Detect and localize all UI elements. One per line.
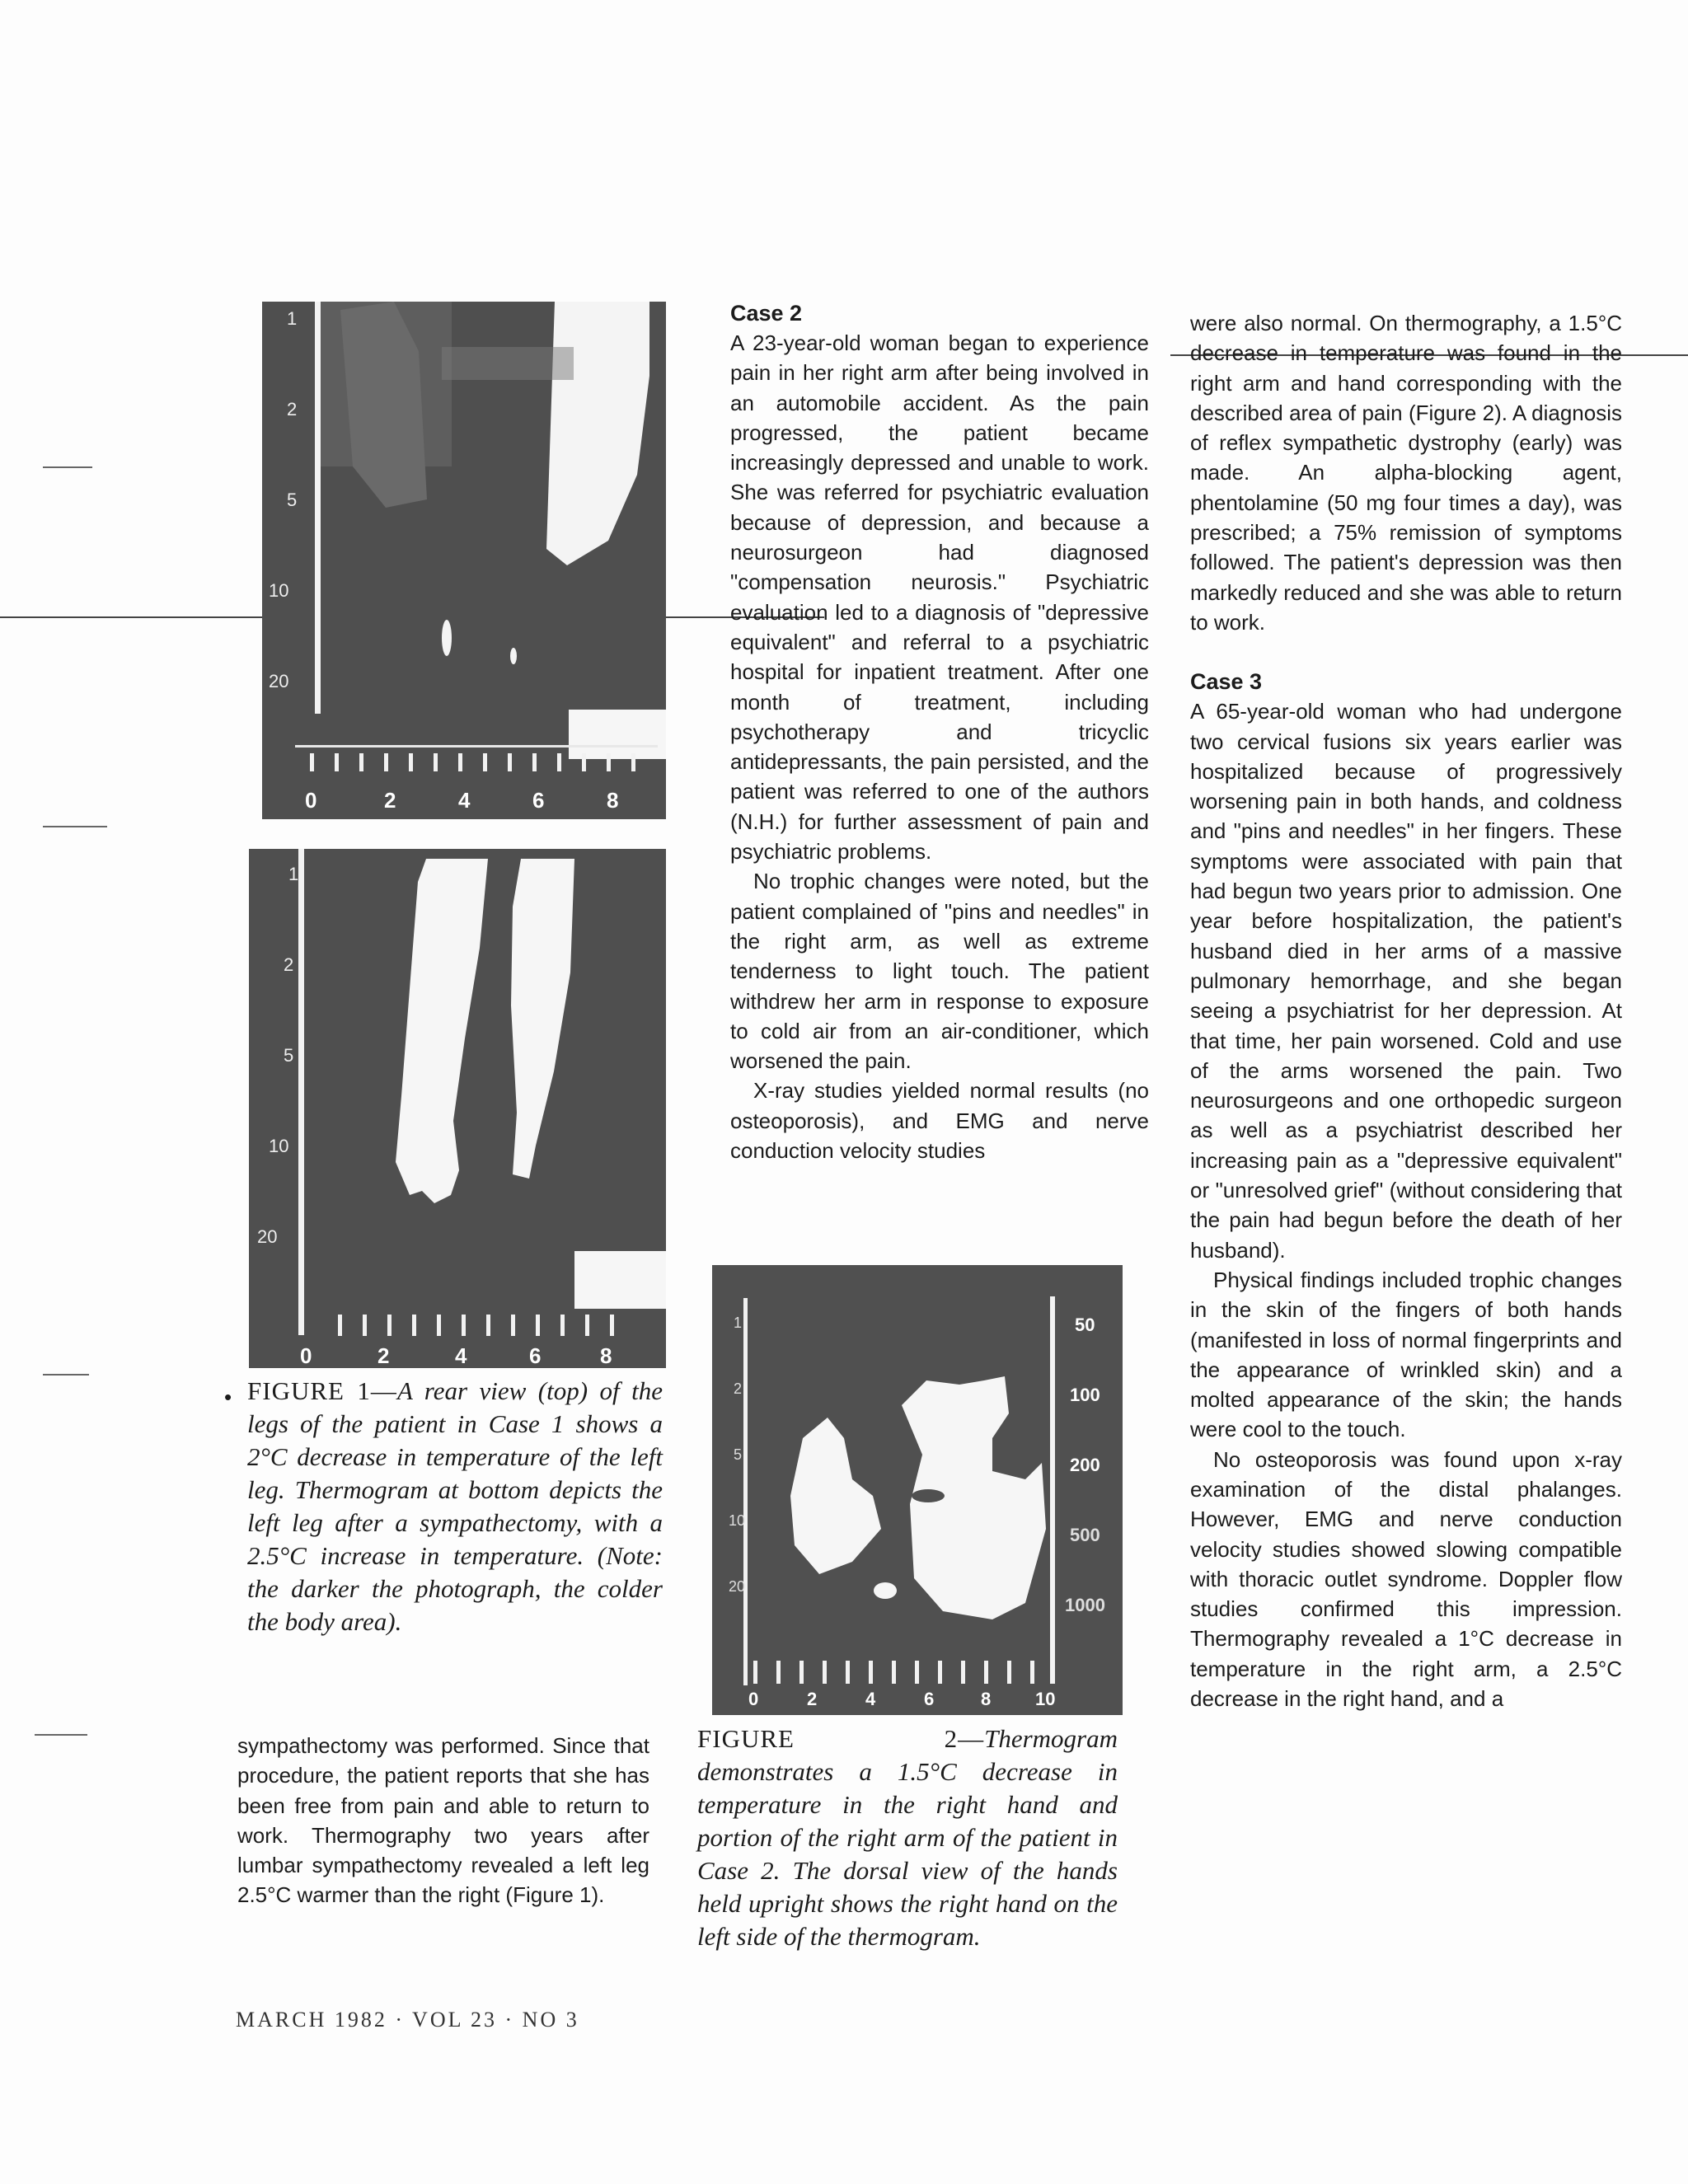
scale-label: 5: [284, 1045, 294, 1066]
scale-label: 2: [807, 1689, 818, 1709]
scale-label: 50: [1075, 1315, 1095, 1335]
scale-label: 2: [377, 1343, 390, 1368]
figure2-thermogram: [712, 1265, 1123, 1715]
scale-label: 8: [600, 1343, 612, 1368]
scale-label: 2: [287, 399, 298, 419]
scale-label: 8: [981, 1689, 992, 1709]
scale-label: 4: [455, 1343, 467, 1368]
scale-label: 2: [734, 1380, 743, 1397]
scale-label: 5: [734, 1446, 743, 1463]
scale-label: 4: [458, 788, 471, 813]
scale-label: 1: [287, 308, 298, 329]
scale-label: 20: [269, 671, 289, 691]
figure2-caption: [697, 1722, 1118, 1953]
scale-label: 20: [729, 1578, 746, 1595]
figure1-bottom-thermogram: [249, 849, 666, 1368]
scale-label: 0: [300, 1343, 312, 1368]
scale-label: 0: [305, 788, 317, 813]
scale-label: 1000: [1065, 1595, 1105, 1615]
scale-label: 100: [1070, 1385, 1100, 1405]
case3-heading: Case 3: [1190, 669, 1263, 695]
figure1-caption: [247, 1375, 663, 1638]
scale-label: 1: [734, 1315, 743, 1331]
margin-mark: [43, 826, 107, 827]
scale-label: 10: [269, 1136, 289, 1156]
paragraph: No trophic changes were noted, but the patient complained of "pins and needles" in the right arm, as well as extreme tenderness to light touch. The patient withdrew her arm in response to exposure to cold air from an air-conditioner, which worsened the pain.: [730, 869, 1149, 1074]
scale-label: 5: [287, 490, 298, 510]
page-footer: MARCH 1982 · VOL 23 · NO 3: [236, 2008, 579, 2032]
figure1-caption-text: A rear view (top) of the legs of the patient in Case 1 shows a 2°C decrease in temperature of the left leg. Thermogram at bottom depicts the left leg after a sympathectomy, with a 2.5°C increase in temperature. (Note: the darker the photograph, the colder the body area).: [247, 1376, 663, 1636]
paragraph: sympathectomy was performed. Since that procedure, the patient reports that she has been free from pain and able to return to work. Thermography two years after lumbar sympathectomy revealed a left leg 2.5°C warmer than the right (Figure 1).: [237, 1733, 649, 1908]
scale-label: 2: [384, 788, 396, 813]
paragraph: Physical findings included trophic changes in the skin of the fingers of both hands (manifested in loss of normal fingerprints and the appearance of wrinkled skin) and a molted appearance of the skin; the hands were cool to the touch.: [1190, 1267, 1622, 1442]
paragraph: were also normal. On thermography, a 1.5°C decrease in temperature was found in the right arm and hand corresponding with the described area of pain (Figure 2). A diagnosis of reflex sympathetic dystrophy (early) was made. An alpha-blocking agent, phentolamine (50 mg four times a day), was prescribed; a 75% remission of symptoms followed. The patient's depression was then markedly reduced and she was able to return to work.: [1190, 311, 1622, 635]
scale-label: 8: [607, 788, 619, 813]
scale-label: 6: [924, 1689, 935, 1709]
paragraph: A 23-year-old woman began to experience pain in her right arm after being involved in an automobile accident. As the pain progressed, the patient became increasingly depressed and unable to work. She was referred for psychiatric evaluation because of depression, and because a neurosurgeon had diagnosed "compensation neurosis." Psychiatric evaluation led to a diagnosis of "depressive equivalent" and referral to a psychiatric hospital for inpatient treatment. After one month of treatment, including psychotherapy and tricyclic antidepressants, the pain persisted, and the patient was referred to one of the authors (N.H.) for further assessment of pain and psychiatric problems.: [730, 330, 1149, 865]
scale-label: 10: [269, 580, 289, 601]
scale-label: 6: [529, 1343, 542, 1368]
scale-label: 10: [1035, 1689, 1056, 1709]
paragraph: A 65-year-old woman who had undergone two cervical fusions six years earlier was hospitalized because of progressively worsening pain in both hands, and coldness and "pins and needles" in her fingers. These symptoms were associated with pain that had begun two years prior to admission. One year before hospitalization, the patient's husband died in her arms of a massive pulmonary hemorrhage, and she began seeing a psychiatrist for her depression. At that time, her pain worsened. Cold and use of the arms worsened the pain. Two neurosurgeons and one orthopedic surgeon as well as a psychiatrist described her increasing pain as a "depressive equivalent" or "unresolved grief" (without considering that the pain had begun before the death of her husband).: [1190, 699, 1622, 1263]
figure1-top-thermogram: [262, 302, 666, 819]
margin-mark: [35, 1734, 87, 1736]
margin-mark: [43, 1374, 89, 1376]
scale-label: 2: [284, 954, 294, 975]
scale-label: 0: [748, 1689, 759, 1709]
column3-text: [1190, 308, 1622, 1713]
case2-heading: Case 2: [730, 301, 803, 326]
figure2-caption-text: Thermogram demonstrates a 1.5°C decrease in temperature in the right hand and portion of the right arm of the patient in Case 2. The dorsal view of the hands held upright shows the right hand on the left side of the thermogram.: [697, 1724, 1118, 1951]
scale-label: 200: [1070, 1455, 1100, 1475]
paragraph: X-ray studies yielded normal results (no osteoporosis), and EMG and nerve conduction velocity studies: [730, 1078, 1149, 1164]
column1-bottom-text: [237, 1731, 649, 1910]
scale-label: 500: [1070, 1525, 1100, 1545]
figure1-caption-lead: FIGURE 1—: [247, 1376, 397, 1405]
scale-label: 20: [257, 1226, 278, 1247]
scale-label: 1: [288, 864, 299, 884]
paragraph: No osteoporosis was found upon x-ray examination of the distal phalanges. However, EMG and nerve conduction velocity studies showed slowing compatible with thoracic outlet syndrome. Doppler flow studies confirmed this impression. Thermography revealed a 1°C decrease in temperature in the right arm, a 2.5°C decrease in the right hand, and a: [1190, 1446, 1622, 1712]
scale-label: 6: [532, 788, 545, 813]
column2-case2: [730, 298, 1149, 1165]
margin-mark: [43, 466, 92, 468]
bullet-mark: •: [224, 1385, 232, 1409]
scale-label: 4: [865, 1689, 876, 1709]
scale-label: 10: [729, 1512, 746, 1529]
figure2-caption-lead: FIGURE 2—: [697, 1724, 985, 1753]
